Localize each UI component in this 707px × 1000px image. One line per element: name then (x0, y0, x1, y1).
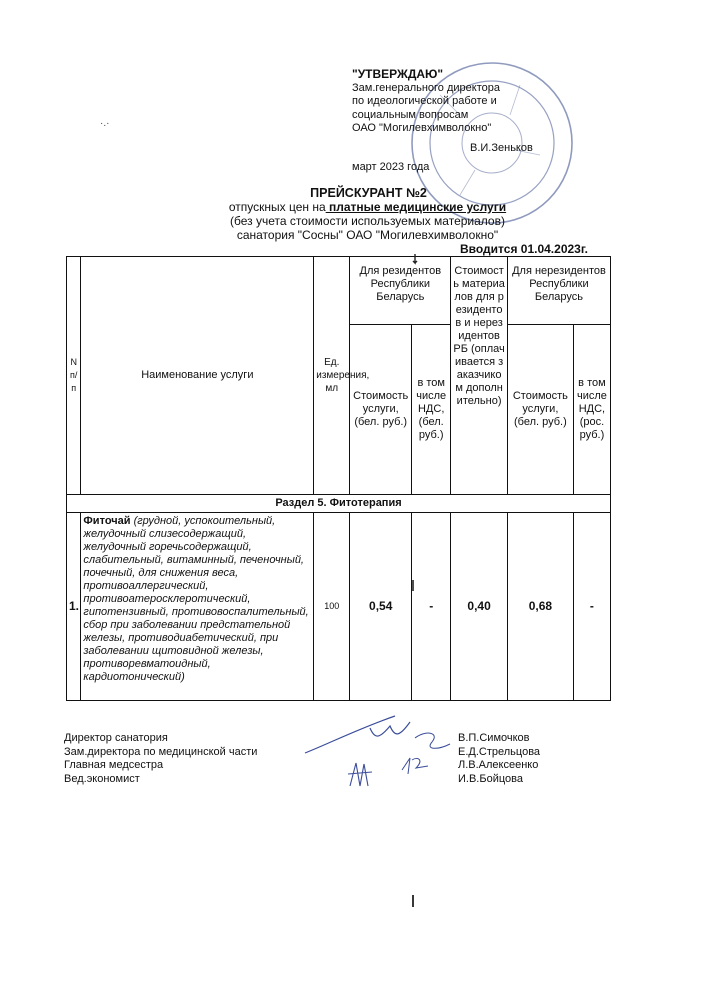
header-vat-rub: в том числе НДС, (рос. руб.) (573, 325, 610, 495)
scan-mark (412, 254, 418, 266)
approval-signer: В.И.Зеньков (470, 141, 533, 154)
section-title: Раздел 5. Фитотерапия (67, 495, 611, 513)
header-price-byn: Стоимость услуги, (бел. руб.) (350, 325, 412, 495)
row-service-name: Фиточай (грудной, успокоительный, желудочный слизесодержащий, желудочный горечьсодержащий, слабительный, витаминный, печеночный, почечный, для снижения веса, противоаллергический, противоатеросклеротический, гипотензивный, противовоспалительный, сбор при заболевании предстательной железы, противодиабетический, при заболевании щитовидной железы, противоревматоидный, кардиотонический) (81, 513, 314, 701)
signatory-names (458, 732, 540, 786)
signatory-name: В.П.Симочков (458, 732, 530, 744)
table-header-row (67, 257, 611, 325)
row-materials: 0,40 (451, 513, 508, 701)
row-number: 1. (67, 513, 81, 701)
header-unit: Ед. измерения, мл (314, 257, 350, 495)
title-line: санатория "Сосны" ОАО "Могилевхимволокно" (236, 228, 499, 242)
handwritten-signatures (300, 708, 460, 798)
document-title-block (0, 186, 707, 242)
section-row (67, 495, 611, 513)
title-line: (без учета стоимости используемых материалов) (230, 214, 505, 228)
approval-block (352, 68, 552, 175)
row-vat-nonresident: - (573, 513, 610, 701)
price-table (66, 256, 611, 701)
approval-line: Зам.генерального директора (352, 81, 500, 94)
signatory-title: Директор санатория (64, 732, 168, 744)
row-unit: 100 (314, 513, 350, 701)
approval-line: ОАО "Могилевхимволокно" (352, 122, 492, 134)
effective-date: Вводится 01.04.2023г. (460, 242, 588, 256)
row-price-nonresident: 0,68 (507, 513, 573, 701)
scan-mark (410, 580, 416, 594)
approval-header: "УТВЕРЖДАЮ" (352, 67, 444, 81)
header-vat-byn: в том числе НДС, (бел. руб.) (412, 325, 451, 495)
header-number: N п/п (67, 257, 81, 495)
signatory-name: Е.Д.Стрельцова (458, 745, 541, 758)
title-line: отпускных цен на платные медицинские услуги (228, 200, 507, 214)
approval-line: социальным вопросам (352, 108, 469, 121)
signatory-name: Л.В.Алексеенко (458, 759, 539, 771)
header-residents: Для резидентов Республики Беларусь (350, 257, 451, 325)
signatory-name: И.В.Бойцова (458, 772, 523, 785)
signatory-titles (64, 732, 257, 786)
header-materials: Стоимость материалов для резидентов и нерезидентов РБ (оплачивается заказчиком дополнительно) (451, 257, 508, 495)
table-row (67, 513, 611, 701)
signatory-title: Зам.директора по медицинской части (64, 745, 258, 758)
approval-line: по идеологической работе и (352, 95, 497, 107)
row-vat: - (412, 513, 451, 701)
row-price: 0,54 (350, 513, 412, 701)
signatory-title: Главная медсестра (64, 759, 164, 771)
header-price-nonresident: Стоимость услуги, (бел. руб.) (507, 325, 573, 495)
document-title: ПРЕЙСКУРАНТ №2 (310, 186, 427, 200)
scan-mark (410, 895, 416, 909)
header-nonresidents: Для нерезидентов Республики Беларусь (507, 257, 610, 325)
approval-date: март 2023 года (352, 161, 430, 173)
signatory-title: Вед.экономист (64, 772, 140, 785)
header-service-name: Наименование услуги (81, 257, 314, 495)
scan-speck: ·.· (100, 118, 110, 129)
